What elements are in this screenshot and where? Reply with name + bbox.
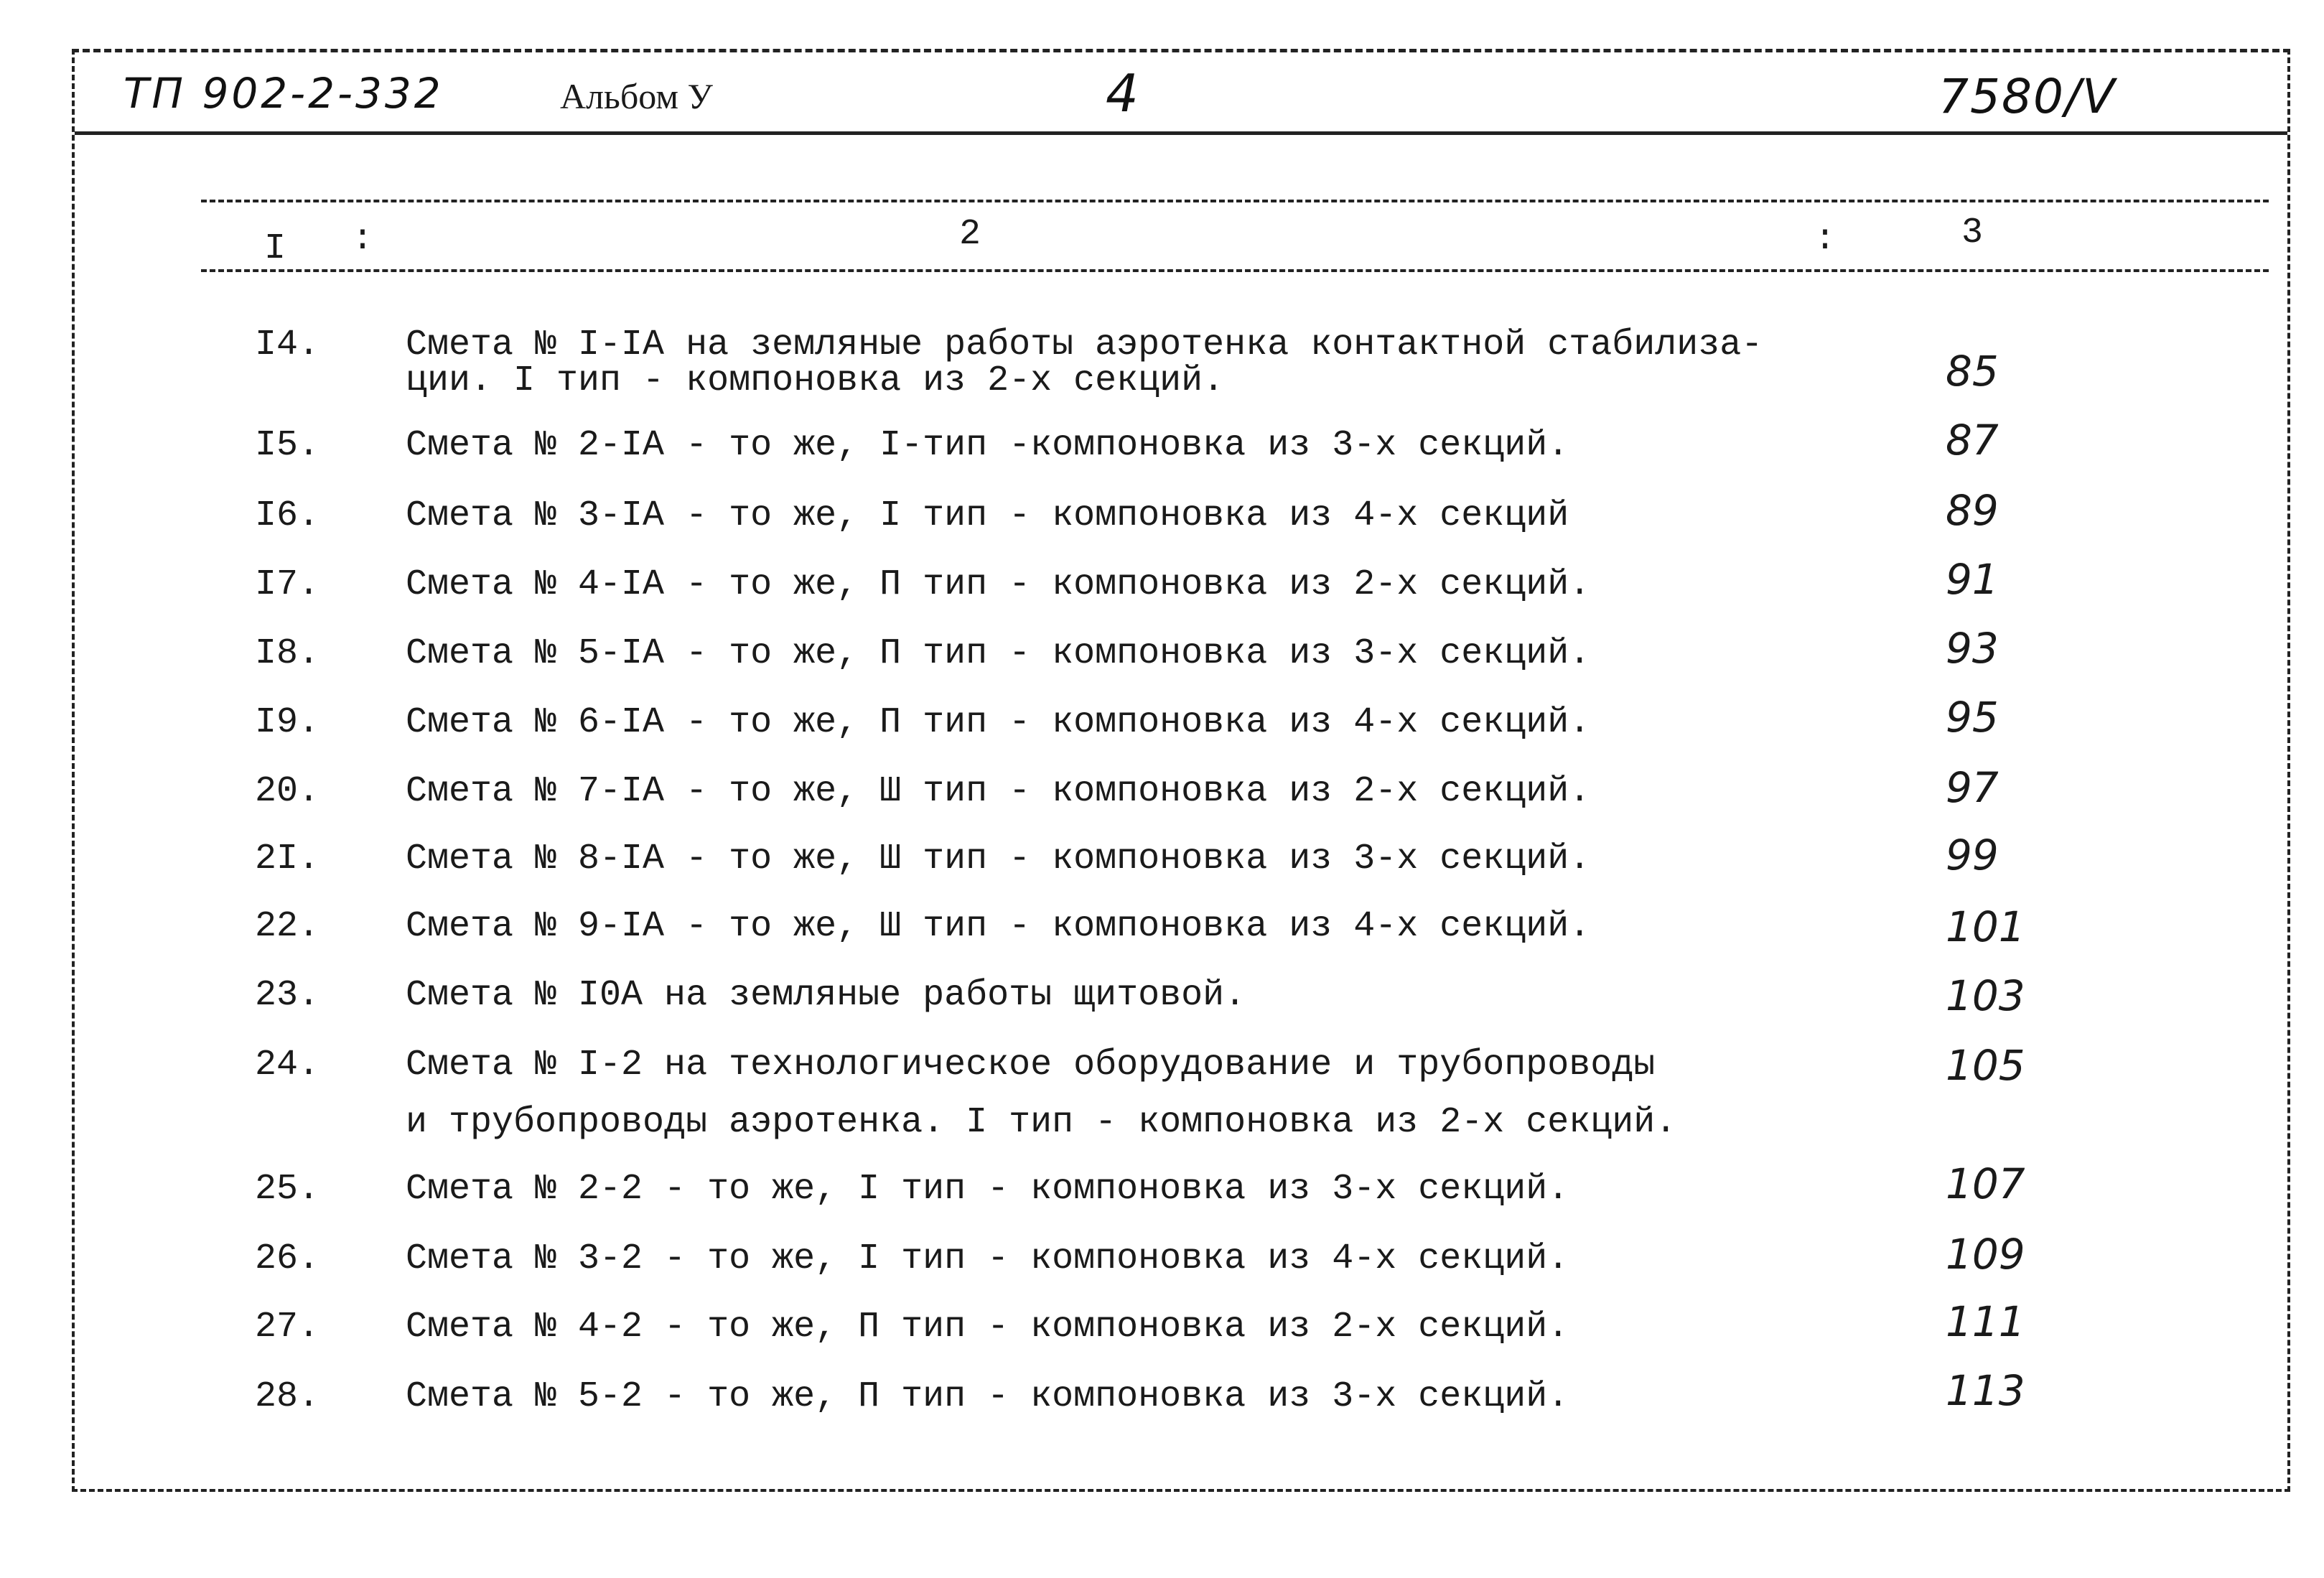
description-line: ции. I тип - компоновка из 2-х секций. <box>406 360 1225 401</box>
page-reference: 91 <box>1946 555 1999 604</box>
description-line: Смета № 9-IA - то же, Ш тип - компоновка из 4-х секций. <box>406 906 1591 947</box>
item-number: I4. <box>255 325 320 365</box>
item-description <box>406 1376 1569 1418</box>
page-reference: 113 <box>1946 1366 2025 1415</box>
column-separator-1: : <box>352 219 374 260</box>
item-number: 2I. <box>255 839 320 879</box>
item-description <box>406 633 1590 675</box>
item-number: 25. <box>255 1169 320 1210</box>
item-number: I7. <box>255 564 320 605</box>
page-reference: 107 <box>1946 1159 2025 1208</box>
description-line: Смета № I0A на земляные работы щитовой. <box>406 975 1246 1016</box>
description-line: Смета № 7-IA - то же, Ш тип - компоновка из 2-х секций. <box>406 771 1591 812</box>
column-header-bottom-rule <box>201 269 2269 272</box>
description-line: и трубопроводы аэротенка. I тип - компоновка из 2-х секций. <box>406 1102 1677 1143</box>
item-number: I9. <box>255 702 320 743</box>
item-number: 23. <box>255 975 320 1016</box>
album-label: Альбом У <box>560 76 713 116</box>
column-separator-2: : <box>1814 219 1837 260</box>
document-number: 7580/V <box>1938 69 2117 124</box>
page-number: 4 <box>1106 63 1139 123</box>
page-reference: 109 <box>1946 1230 2025 1279</box>
column-header-3: 3 <box>1961 213 1984 253</box>
page-reference: 103 <box>1946 971 2025 1020</box>
item-number: 27. <box>255 1307 320 1348</box>
item-number: 28. <box>255 1376 320 1417</box>
description-line: Смета № 4-IA - то же, П тип - компоновка из 2-х секций. <box>406 564 1591 605</box>
header-divider <box>75 131 2287 135</box>
item-number: I6. <box>255 495 320 536</box>
item-number: I5. <box>255 425 320 466</box>
column-header-top-rule <box>201 200 2269 202</box>
description-line: Смета № 4-2 - то же, П тип - компоновка из 2-х секций. <box>406 1307 1569 1348</box>
item-description <box>406 771 1590 813</box>
description-line: Смета № 8-IA - то же, Ш тип - компоновка из 3-х секций. <box>406 839 1591 879</box>
description-line: Смета № 2-IA - то же, I-тип -компоновка из 3-х секций. <box>406 425 1569 466</box>
description-line: Смета № I-IA на земляные работы аэротенка контактной стабилиза- <box>406 325 1763 365</box>
item-description <box>406 495 1569 537</box>
item-description <box>406 1307 1569 1348</box>
page-reference: 85 <box>1946 347 1999 396</box>
item-description <box>406 906 1590 948</box>
description-line: Смета № 3-IA - то же, I тип - компоновка из 4-х секций <box>406 495 1569 536</box>
page-reference: 93 <box>1946 624 1999 673</box>
item-description <box>406 1045 1676 1144</box>
page-reference: 99 <box>1946 831 1999 879</box>
item-description <box>406 702 1590 744</box>
page-reference: 101 <box>1946 902 2025 951</box>
page-reference: 89 <box>1946 486 1999 535</box>
description-line: Смета № 2-2 - то же, I тип - компоновка из 3-х секций. <box>406 1169 1569 1210</box>
item-description <box>406 975 1246 1017</box>
item-description <box>406 1238 1569 1280</box>
item-description <box>406 425 1569 467</box>
description-line: Смета № I-2 на технологическое оборудование и трубопроводы <box>406 1045 1656 1086</box>
page-reference: 111 <box>1946 1297 2025 1346</box>
item-number: I8. <box>255 633 320 674</box>
page-reference: 95 <box>1946 693 1999 742</box>
column-header-1: I <box>264 228 286 269</box>
page-reference: 97 <box>1946 763 1999 812</box>
project-code: ТП 902-2-332 <box>123 69 444 118</box>
item-number: 22. <box>255 906 320 947</box>
item-number: 26. <box>255 1238 320 1279</box>
page-reference: 87 <box>1946 416 1999 464</box>
item-description <box>406 839 1590 880</box>
description-line: Смета № 5-2 - то же, П тип - компоновка из 3-х секций. <box>406 1376 1569 1417</box>
item-description <box>406 325 1763 402</box>
description-line: Смета № 3-2 - то же, I тип - компоновка из 4-х секций. <box>406 1238 1569 1279</box>
description-line: Смета № 5-IA - то же, П тип - компоновка из 3-х секций. <box>406 633 1591 674</box>
item-number: 24. <box>255 1045 320 1086</box>
description-line: Смета № 6-IA - то же, П тип - компоновка из 4-х секций. <box>406 702 1591 743</box>
item-description <box>406 564 1590 606</box>
page-reference: 105 <box>1946 1041 2025 1090</box>
item-number: 20. <box>255 771 320 812</box>
column-header-2: 2 <box>959 214 981 255</box>
item-description <box>406 1169 1569 1210</box>
